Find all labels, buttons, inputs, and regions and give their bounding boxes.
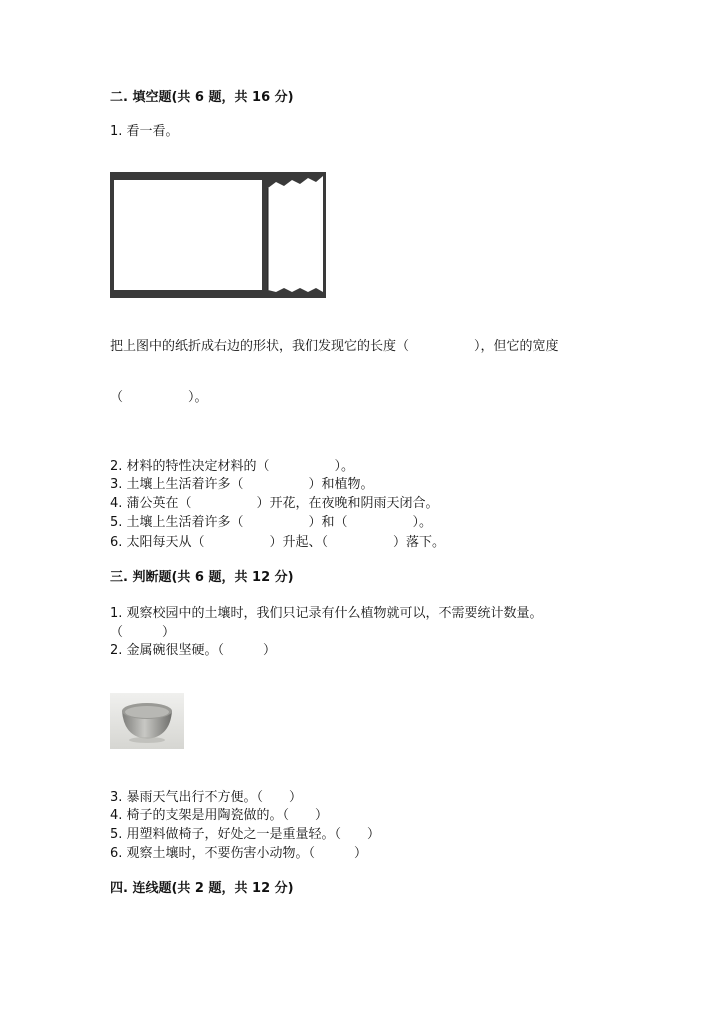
judge-q5: 5. 用塑料做椅子，好处之一是重量轻。（ ）	[110, 827, 381, 842]
section2-heading: 二. 填空题(共 6 题，共 16 分)	[110, 90, 294, 105]
q1-line2: （ ）。	[110, 390, 208, 405]
q3: 3. 土壤上生活着许多（ ）和植物。	[110, 477, 374, 492]
judge-q1-line2: （ ）	[110, 625, 176, 640]
metal-bowl-image	[110, 693, 184, 749]
q6: 6. 太阳每天从（ ）升起、（ ）落下。	[110, 535, 446, 550]
judge-q3: 3. 暴雨天气出行不方便。（ ）	[110, 790, 303, 805]
judge-q6: 6. 观察土壤时，不要伤害小动物。（ ）	[110, 846, 368, 861]
q4: 4. 蒲公英在（ ）开花，在夜晚和阴雨天闭合。	[110, 496, 439, 511]
judge-q2: 2. 金属碗很坚硬。（ ）	[110, 643, 277, 658]
folded-paper-figure	[110, 172, 326, 298]
q1-title: 1. 看一看。	[110, 124, 179, 139]
q5: 5. 土壤上生活着许多（ ）和（ ）。	[110, 515, 433, 530]
section4-heading: 四. 连线题(共 2 题，共 12 分)	[110, 881, 294, 896]
judge-q1-line1: 1. 观察校园中的土壤时，我们只记录有什么植物就可以，不需要统计数量。	[110, 606, 543, 621]
q1-line1: 把上图中的纸折成右边的形状，我们发现它的长度（ ），但它的宽度	[110, 339, 559, 354]
judge-q4: 4. 椅子的支架是用陶瓷做的。（ ）	[110, 808, 329, 823]
q2: 2. 材料的特性决定材料的（ ）。	[110, 459, 355, 474]
section3-heading: 三. 判断题(共 6 题，共 12 分)	[110, 570, 294, 585]
